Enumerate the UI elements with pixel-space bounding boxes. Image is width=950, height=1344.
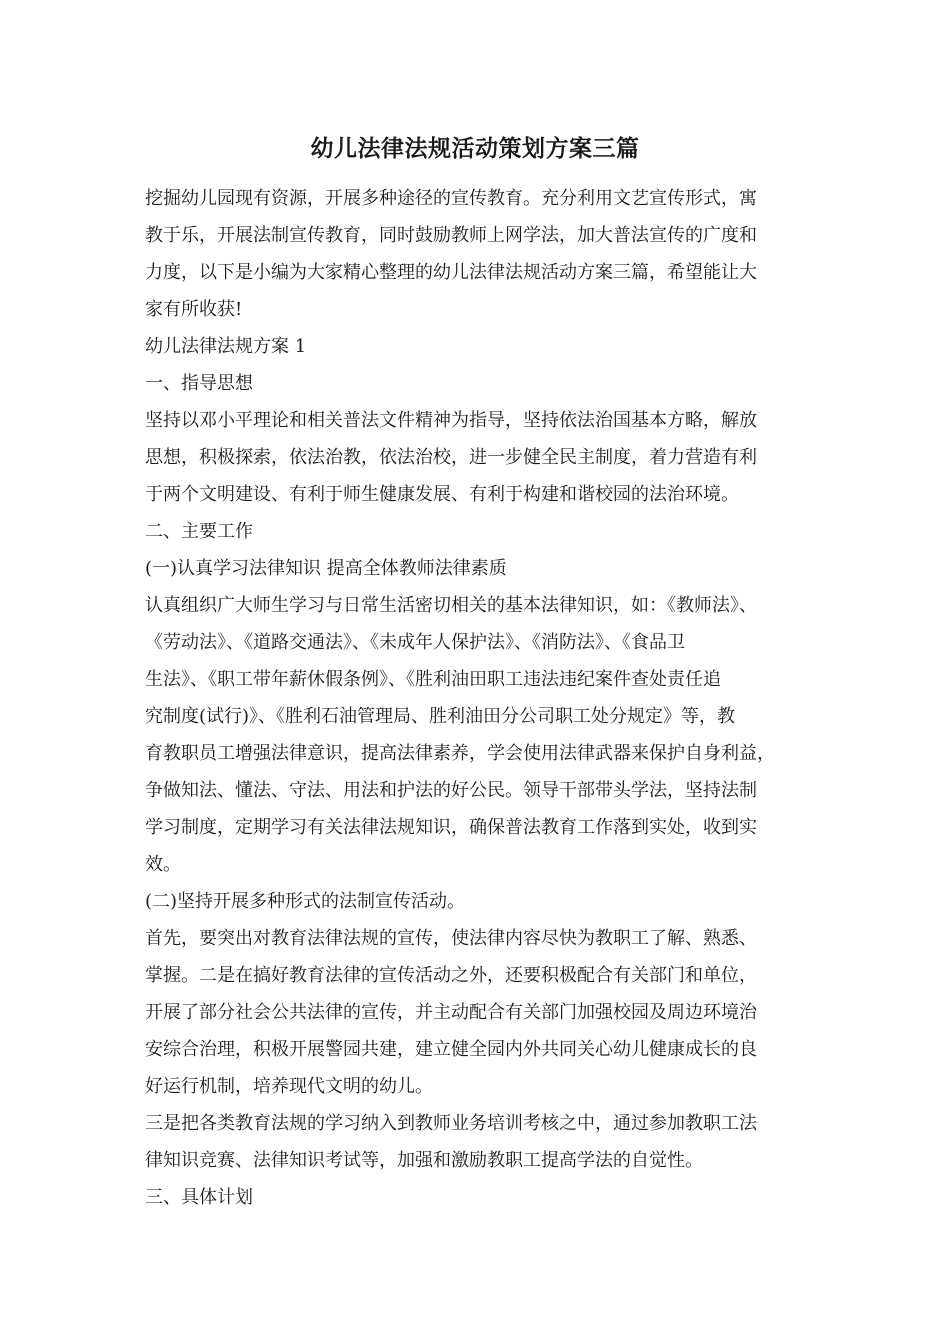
- subsection-heading: (二)坚持开展多种形式的法制宣传活动。: [145, 891, 466, 912]
- section-heading: 一、指导思想: [145, 373, 253, 394]
- section-heading: 二、主要工作: [145, 521, 253, 542]
- body-line: 三是把各类教育法规的学习纳入到教师业务培训考核之中，通过参加教职工法: [145, 1113, 757, 1134]
- body-line: 育教职员工增强法律意识，提高法律素养，学会使用法律武器来保护自身利益，: [145, 743, 775, 764]
- document-body: [145, 180, 817, 1216]
- subsection-heading: (一)认真学习法律知识 提高全体教师法律素质: [145, 558, 507, 579]
- document-title: 幼儿法律法规活动策划方案三篇: [310, 135, 640, 162]
- body-line: 认真组织广大师生学习与日常生活密切相关的基本法律知识，如：《教师法》、: [145, 595, 757, 616]
- body-line: 效。: [145, 854, 181, 875]
- body-line: 学习制度，定期学习有关法律法规知识，确保普法教育工作落到实处，收到实: [145, 817, 757, 838]
- body-line: 首先，要突出对教育法律法规的宣传，使法律内容尽快为教职工了解、熟悉、: [145, 928, 757, 949]
- body-line: 家有所收获!: [145, 299, 243, 320]
- body-line: 生法》、《职工带年薪休假条例》、《胜利油田职工违法违纪案件查处责任追: [145, 669, 721, 690]
- body-line: 律知识竞赛、法律知识考试等，加强和激励教职工提高学法的自觉性。: [145, 1150, 703, 1171]
- body-line: 思想，积极探索，依法治教，依法治校，进一步健全民主制度，着力营造有利: [145, 447, 757, 468]
- body-line: 教于乐，开展法制宣传教育，同时鼓励教师上网学法，加大普法宣传的广度和: [145, 225, 757, 246]
- body-line: 挖掘幼儿园现有资源，开展多种途径的宣传教育。充分利用文艺宣传形式，寓: [145, 188, 757, 209]
- body-line: 力度，以下是小编为大家精心整理的幼儿法律法规活动方案三篇，希望能让大: [145, 262, 757, 283]
- section-heading: 幼儿法律法规方案 1: [145, 336, 307, 357]
- body-line: 好运行机制，培养现代文明的幼儿。: [145, 1076, 433, 1097]
- body-line: 《劳动法》、《道路交通法》、《未成年人保护法》、《消防法》、《食品卫: [145, 632, 685, 653]
- body-line: 安综合治理，积极开展警园共建，建立健全园内外共同关心幼儿健康成长的良: [145, 1039, 757, 1060]
- section-heading: 三、具体计划: [145, 1187, 253, 1208]
- body-line: 坚持以邓小平理论和相关普法文件精神为指导，坚持依法治国基本方略，解放: [145, 410, 757, 431]
- body-line: 究制度(试行)》、《胜利石油管理局、胜利油田分公司职工处分规定》等，教: [145, 706, 736, 727]
- body-line: 于两个文明建设、有利于师生健康发展、有利于构建和谐校园的法治环境。: [145, 484, 739, 505]
- body-line: 开展了部分社会公共法律的宣传，并主动配合有关部门加强校园及周边环境治: [145, 1002, 757, 1023]
- body-line: 掌握。二是在搞好教育法律的宣传活动之外，还要积极配合有关部门和单位，: [145, 965, 757, 986]
- body-line: 争做知法、懂法、守法、用法和护法的好公民。领导干部带头学法，坚持法制: [145, 780, 757, 801]
